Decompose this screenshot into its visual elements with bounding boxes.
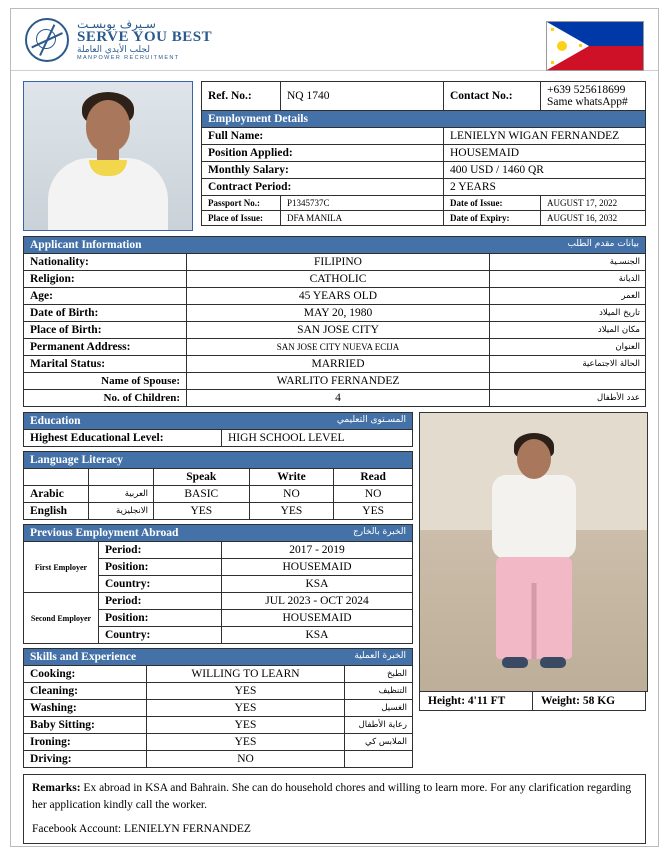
language-row-arabic <box>24 486 413 503</box>
ref-no-label: Ref. No.: <box>202 82 281 111</box>
monthly-salary-label: Monthly Salary: <box>202 162 444 179</box>
cooking-arabic: الطبخ <box>345 666 413 683</box>
speak-column-header: Speak <box>154 469 250 486</box>
nationality-label: Nationality: <box>24 254 187 271</box>
company-tagline: MANPOWER RECRUITMENT <box>77 54 180 61</box>
cleaning-label: Cleaning: <box>24 683 147 700</box>
date-of-birth-value: MAY 20, 1980 <box>187 305 490 322</box>
highest-education-value: HIGH SCHOOL LEVEL <box>222 430 413 447</box>
skills-band-label: Skills and Experience الخبرة العملية <box>24 649 413 666</box>
first-employer-period-value: 2017 - 2019 <box>222 542 413 559</box>
skill-row <box>24 700 413 717</box>
applicant-information-band <box>24 237 646 254</box>
passport-row <box>202 196 646 211</box>
company-logo <box>25 18 212 62</box>
facebook-account-row <box>32 821 637 838</box>
education-table <box>23 412 413 447</box>
ironing-label: Ironing: <box>24 734 147 751</box>
contact-no-label: Contact No.: <box>444 82 541 111</box>
nationality-arabic: الجنسـية <box>490 254 646 271</box>
permanent-address-value: SAN JOSE CITY NUEVA ECIJA <box>187 339 490 356</box>
previous-employment-band-arabic: الخبرة بالخارج <box>352 527 406 537</box>
driving-arabic <box>345 751 413 768</box>
english-write-value: YES <box>249 503 334 520</box>
driving-label: Driving: <box>24 751 147 768</box>
religion-arabic: الديانة <box>490 271 646 288</box>
cooking-label: Cooking: <box>24 666 147 683</box>
washing-value: YES <box>147 700 345 717</box>
first-employer-label: First Employer <box>24 542 99 593</box>
height-value: Height: 4'11 FT <box>420 692 533 710</box>
date-of-expiry-value: AUGUST 16, 2032 <box>541 211 646 226</box>
spouse-name-label: Name of Spouse: <box>24 373 187 390</box>
applicant-full-body-photo <box>419 412 648 692</box>
place-of-birth-arabic: مكان الميلاد <box>490 322 646 339</box>
religion-label: Religion: <box>24 271 187 288</box>
language-header-row <box>24 469 413 486</box>
second-employer-country-label: Country: <box>99 627 222 644</box>
applicant-row <box>24 373 646 390</box>
children-count-label: No. of Children: <box>24 390 187 407</box>
language-col-blank <box>24 469 89 486</box>
education-row <box>24 430 413 447</box>
washing-label: Washing: <box>24 700 147 717</box>
arabic-speak-value: BASIC <box>154 486 250 503</box>
philippines-flag-icon <box>546 21 644 71</box>
full-body-photo-block <box>419 412 646 711</box>
skills-band-arabic: الخبرة العملية <box>354 651 406 661</box>
arabic-language-label: Arabic <box>24 486 89 503</box>
document-body <box>11 71 658 844</box>
applicant-row <box>24 390 646 407</box>
religion-value: CATHOLIC <box>187 271 490 288</box>
marital-status-value: MARRIED <box>187 356 490 373</box>
first-employer-country-label: Country: <box>99 576 222 593</box>
company-name-arabic: سـيرف يوبسـت <box>77 16 156 31</box>
employment-details-block <box>201 81 646 226</box>
measurements-row <box>419 692 646 711</box>
highest-education-label: Highest Educational Level: <box>24 430 222 447</box>
language-literacy-table <box>23 451 413 520</box>
employment-row <box>202 145 646 162</box>
place-of-issue-value: DFA MANILA <box>281 211 444 226</box>
first-employer-position-label: Position: <box>99 559 222 576</box>
children-count-value: 4 <box>187 390 490 407</box>
first-employer-period-label: Period: <box>99 542 222 559</box>
spouse-name-value: WARLITO FERNANDEZ <box>187 373 490 390</box>
place-of-birth-value: SAN JOSE CITY <box>187 322 490 339</box>
contact-no-secondary: Same whatsApp# <box>547 96 628 108</box>
applicant-row <box>24 271 646 288</box>
marital-status-label: Marital Status: <box>24 356 187 373</box>
age-label: Age: <box>24 288 187 305</box>
employment-details-band <box>202 111 646 128</box>
washing-arabic: الغسيل <box>345 700 413 717</box>
language-band <box>24 452 413 469</box>
second-employer-period-value: JUL 2023 - OCT 2024 <box>222 593 413 610</box>
ironing-value: YES <box>147 734 345 751</box>
applicant-information-table <box>23 236 646 407</box>
employment-row <box>202 162 646 179</box>
applicant-row <box>24 356 646 373</box>
applicant-information-band-arabic: بيانات مقدم الطلب <box>567 239 639 249</box>
second-employer-country-value: KSA <box>222 627 413 644</box>
babysitting-value: YES <box>147 717 345 734</box>
age-arabic: العمر <box>490 288 646 305</box>
facebook-account-label: Facebook Account: <box>32 823 122 836</box>
skill-row <box>24 683 413 700</box>
marital-status-arabic: الحالة الاجتماعية <box>490 356 646 373</box>
monthly-salary-value: 400 USD / 1460 QR <box>444 162 646 179</box>
first-employer-position-value: HOUSEMAID <box>222 559 413 576</box>
ref-no-value: NQ 1740 <box>281 82 444 111</box>
contract-period-label: Contract Period: <box>202 179 444 196</box>
applicant-row <box>24 322 646 339</box>
arabic-language-arabic: العربية <box>89 486 154 503</box>
weight-value: Weight: 58 KG <box>541 695 616 707</box>
previous-employment-band <box>24 525 413 542</box>
cv-sheet <box>10 8 659 847</box>
language-band-label: Language Literacy <box>24 452 413 469</box>
place-of-birth-label: Place of Birth: <box>24 322 187 339</box>
second-employer-period-label: Period: <box>99 593 222 610</box>
spouse-name-arabic <box>490 373 646 390</box>
remarks-label: Remarks: <box>32 782 81 794</box>
full-name-value: LENIELYN WIGAN FERNANDEZ <box>444 128 646 145</box>
permanent-address-label: Permanent Address: <box>24 339 187 356</box>
position-applied-value: HOUSEMAID <box>444 145 646 162</box>
applicant-row <box>24 288 646 305</box>
company-name-english: SERVE YOU BEST <box>77 29 213 46</box>
passport-no-label: Passport No.: <box>202 196 281 211</box>
contact-no-primary: +639 525618699 <box>547 84 626 96</box>
english-speak-value: YES <box>154 503 250 520</box>
applicant-row <box>24 305 646 322</box>
education-band-arabic: المسـتوى التعليمي <box>336 415 406 425</box>
contract-period-value: 2 YEARS <box>444 179 646 196</box>
middle-section <box>23 412 646 768</box>
first-employer-country-value: KSA <box>222 576 413 593</box>
passport-no-value: P1345737C <box>281 196 444 211</box>
previous-employment-table <box>23 524 413 644</box>
cleaning-value: YES <box>147 683 345 700</box>
full-name-label: Full Name: <box>202 128 444 145</box>
write-column-header: Write <box>249 469 334 486</box>
second-employer-position-label: Position: <box>99 610 222 627</box>
remarks-text: Ex abroad in KSA and Bahrain. She can do household chores and willing to learn more. For any clarification regarding her application kindly call the worker. <box>32 782 632 811</box>
applicant-row <box>24 339 646 356</box>
facebook-account-value: LENIELYN FERNANDEZ <box>123 823 251 836</box>
employment-details-table <box>201 81 646 226</box>
remarks-box <box>23 774 646 844</box>
date-of-expiry-label: Date of Expiry: <box>444 211 541 226</box>
skills-table <box>23 648 413 768</box>
date-of-birth-label: Date of Birth: <box>24 305 187 322</box>
previous-employment-band-label: Previous Employment Abroad الخبرة بالخارج <box>24 525 413 542</box>
language-row-english <box>24 503 413 520</box>
position-applied-label: Position Applied: <box>202 145 444 162</box>
arabic-read-value: NO <box>334 486 413 503</box>
english-language-label: English <box>24 503 89 520</box>
top-section <box>23 81 646 231</box>
skill-row <box>24 717 413 734</box>
permanent-address-arabic: العنوان <box>490 339 646 356</box>
language-col-blank-ar <box>89 469 154 486</box>
second-employer-period-row <box>24 593 413 610</box>
date-of-issue-value: AUGUST 17, 2022 <box>541 196 646 211</box>
babysitting-label: Baby Sitting: <box>24 717 147 734</box>
read-column-header: Read <box>334 469 413 486</box>
english-language-arabic: الانجليزية <box>89 503 154 520</box>
employment-row <box>202 179 646 196</box>
contact-no-value <box>541 82 646 111</box>
place-of-issue-row <box>202 211 646 226</box>
applicant-portrait-photo <box>23 81 193 231</box>
second-employer-label: Second Employer <box>24 593 99 644</box>
employment-row <box>202 128 646 145</box>
babysitting-arabic: رعاية الأطفال <box>345 717 413 734</box>
second-employer-position-value: HOUSEMAID <box>222 610 413 627</box>
children-count-arabic: عدد الأطفال <box>490 390 646 407</box>
skills-band <box>24 649 413 666</box>
skill-row <box>24 734 413 751</box>
education-band-label: Education المسـتوى التعليمي <box>24 413 413 430</box>
education-band <box>24 413 413 430</box>
company-subtitle-arabic: لجلب الأيدي العاملة <box>77 45 150 56</box>
applicant-row <box>24 254 646 271</box>
logo-icon <box>25 18 69 62</box>
place-of-issue-label: Place of Issue: <box>202 211 281 226</box>
employment-details-band-label: Employment Details <box>202 111 646 128</box>
nationality-value: FILIPINO <box>187 254 490 271</box>
document-header <box>11 9 658 71</box>
skill-row <box>24 666 413 683</box>
english-read-value: YES <box>334 503 413 520</box>
first-employer-period-row <box>24 542 413 559</box>
cleaning-arabic: التنظيف <box>345 683 413 700</box>
skill-row <box>24 751 413 768</box>
arabic-write-value: NO <box>249 486 334 503</box>
applicant-information-band-label: Applicant Information بيانات مقدم الطلب <box>24 237 646 254</box>
date-of-issue-label: Date of Issue: <box>444 196 541 211</box>
date-of-birth-arabic: تاريخ الميلاد <box>490 305 646 322</box>
ironing-arabic: الملابس كي <box>345 734 413 751</box>
ref-contact-row <box>202 82 646 111</box>
age-value: 45 YEARS OLD <box>187 288 490 305</box>
driving-value: NO <box>147 751 345 768</box>
cooking-value: WILLING TO LEARN <box>147 666 345 683</box>
